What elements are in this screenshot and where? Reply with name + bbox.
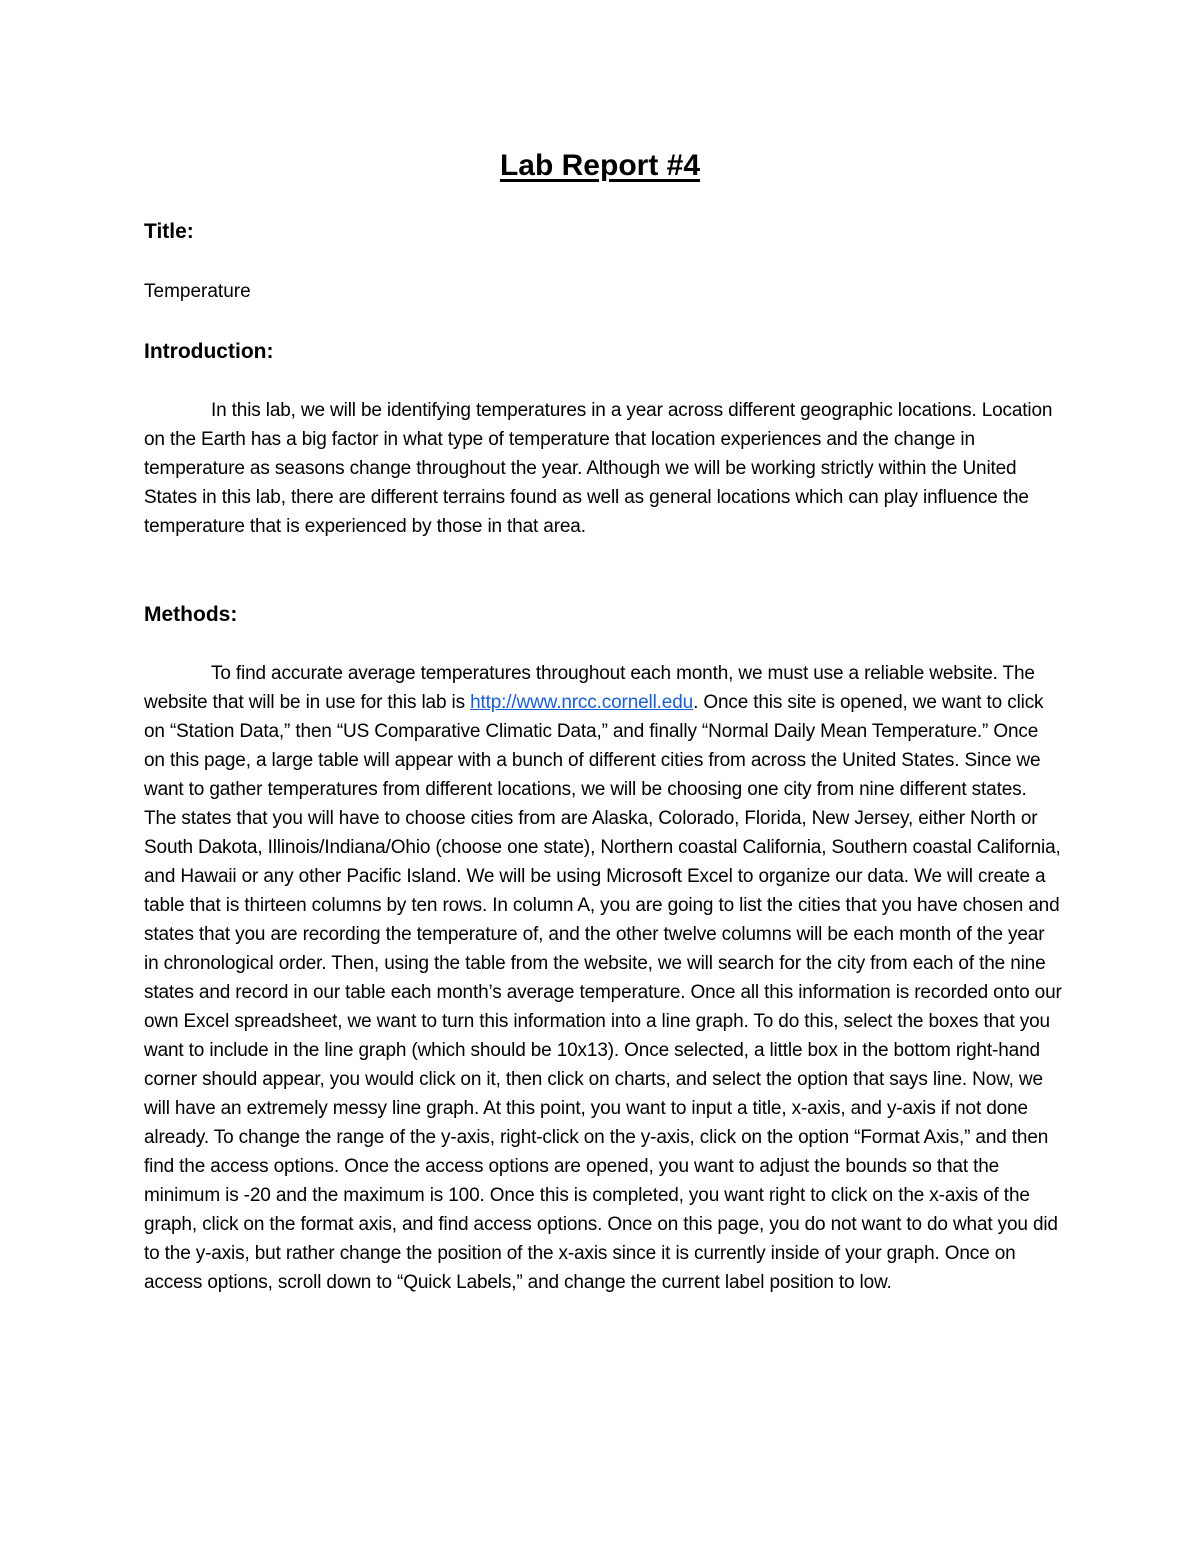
methods-text-rest: . Once this site is opened, we want to click on “Station Data,” then “US Comparative Climatic Data,” and finally “Normal Daily Mean Temperature.” Once on this page, a large table will appear with a bunch of different cities from across the United States. Since we want to gather temperatures from different locations, we will be choosing one city from nine different states. The states that you will have to choose cities from are Alaska, Colorado, Florida, New Jersey, either North or South Dakota, Illinois/Indiana/Ohio (choose one state), Northern coastal California, Southern coastal California, and Hawaii or any other Pacific Island. We will be using Microsoft Excel to organize our data. We will create a table that is thirteen columns by ten rows. In column A, you are going to list the cities that you have chosen and states that you are recording the temperature of, and the other twelve columns will be each month of the year in chronological order. Then, using the table from the website, we will search for the city from each of the nine states and record in our table each month’s average temperature. Once all this information is recorded onto our own Excel spreadsheet, we want to turn this information into a line graph. To do this, select the boxes that you want to include in the line graph (which should be 10x13). Once selected, a little box in the bottom right-hand corner should appear, you would click on it, then click on charts, and select the option that says line. Now, we will have an extremely messy line graph. At this point, you want to input a title, x-axis, and y-axis if not done already. To change the range of the y-axis, right-click on the y-axis, click on the option “Format Axis,” and then find the access options. Once the access options are opened, you want to adjust the bounds so that the minimum is -20 and the maximum is 100. Once this is completed, you want right to click on the x-axis of the graph, click on the format axis, and find access options. Once on this page, you do not want to do what you did to the y-axis, but rather change the position of the x-axis since it is currently inside of your graph. Once on access options, scroll down to “Quick Labels,” and change the current label position to low. [144, 692, 1062, 1293]
methods-paragraph [144, 659, 1062, 1297]
methods-text-start: To find accurate average temperatures throughout each month, we must use a reliable website. The website that will be in use for this lab is [144, 663, 1035, 713]
nrcc-website-link[interactable]: http://www.nrcc.cornell.edu [470, 692, 694, 713]
introduction-heading: Introduction: [144, 340, 274, 363]
page-title: Lab Report #4 [499, 149, 701, 182]
methods-heading: Methods: [144, 603, 238, 626]
title-value: Temperature [144, 281, 251, 302]
title-heading: Title: [144, 220, 194, 243]
introduction-paragraph: In this lab, we will be identifying temperatures in a year across different geographic locations. Location on the Earth has a big factor in what type of temperature that location experiences and the change in temperature as seasons change throughout the year. Although we will be working strictly within the United States in this lab, there are different terrains found as well as general locations which can play influence the temperature that is experienced by those in that area. [144, 400, 1053, 537]
